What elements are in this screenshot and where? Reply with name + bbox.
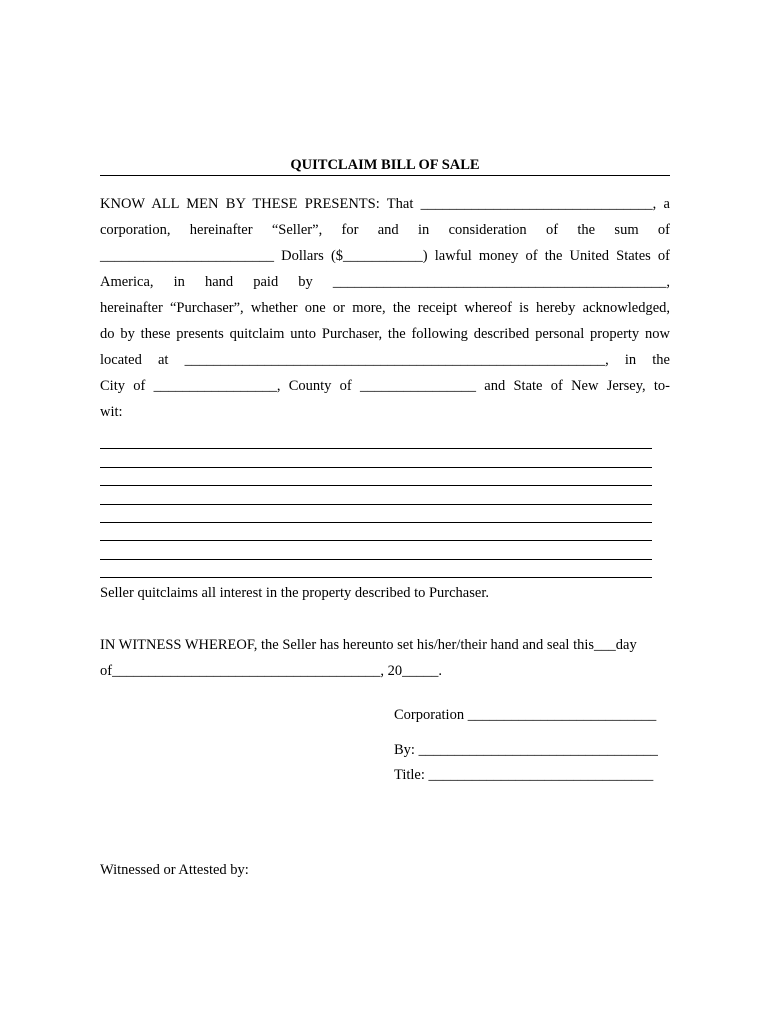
property-blank-line [100,523,652,541]
corporation-signature-line: Corporation __________________________ [394,707,657,723]
paragraph-line: wit: [100,404,123,420]
paragraph-line: City of _________________, County of ________________ and State of New Jersey, to- [100,378,670,394]
witness-clause-line-2: of_____________________________________, 20_____. [100,663,442,679]
property-blank-line [100,449,652,467]
property-blank-line [100,468,652,486]
property-blank-line [100,431,652,449]
paragraph-line: ________________________ Dollars ($___________) lawful money of the United States of [100,248,670,264]
quitclaim-statement: Seller quitclaims all interest in the property described to Purchaser. [100,585,489,601]
property-blank-line [100,486,652,504]
property-blank-line [100,560,652,578]
title-signature-line: Title: _______________________________ [394,767,654,783]
paragraph-line: do by these presents quitclaim unto Purchaser, the following described personal property now [100,326,670,342]
consideration-paragraph [100,191,670,425]
paragraph-line: KNOW ALL MEN BY THESE PRESENTS: That ________________________________, a [100,196,670,212]
property-blank-line [100,541,652,559]
witnessed-label: Witnessed or Attested by: [100,862,249,878]
property-description-blanks [100,431,652,578]
paragraph-line: located at __________________________________________________________, in the [100,352,670,368]
title-underline [100,175,670,176]
witness-clause-line-1: IN WITNESS WHEREOF, the Seller has hereunto set his/her/their hand and seal this___day [100,637,637,653]
property-blank-line [100,505,652,523]
by-signature-line: By: _________________________________ [394,742,658,758]
paragraph-line: America, in hand paid by ______________________________________________, [100,274,670,290]
document-title: QUITCLAIM BILL OF SALE [290,157,480,173]
paragraph-line: hereinafter “Purchaser”, whether one or more, the receipt whereof is hereby acknowledged, [100,300,670,316]
paragraph-line: corporation, hereinafter “Seller”, for and in consideration of the sum of [100,222,670,238]
